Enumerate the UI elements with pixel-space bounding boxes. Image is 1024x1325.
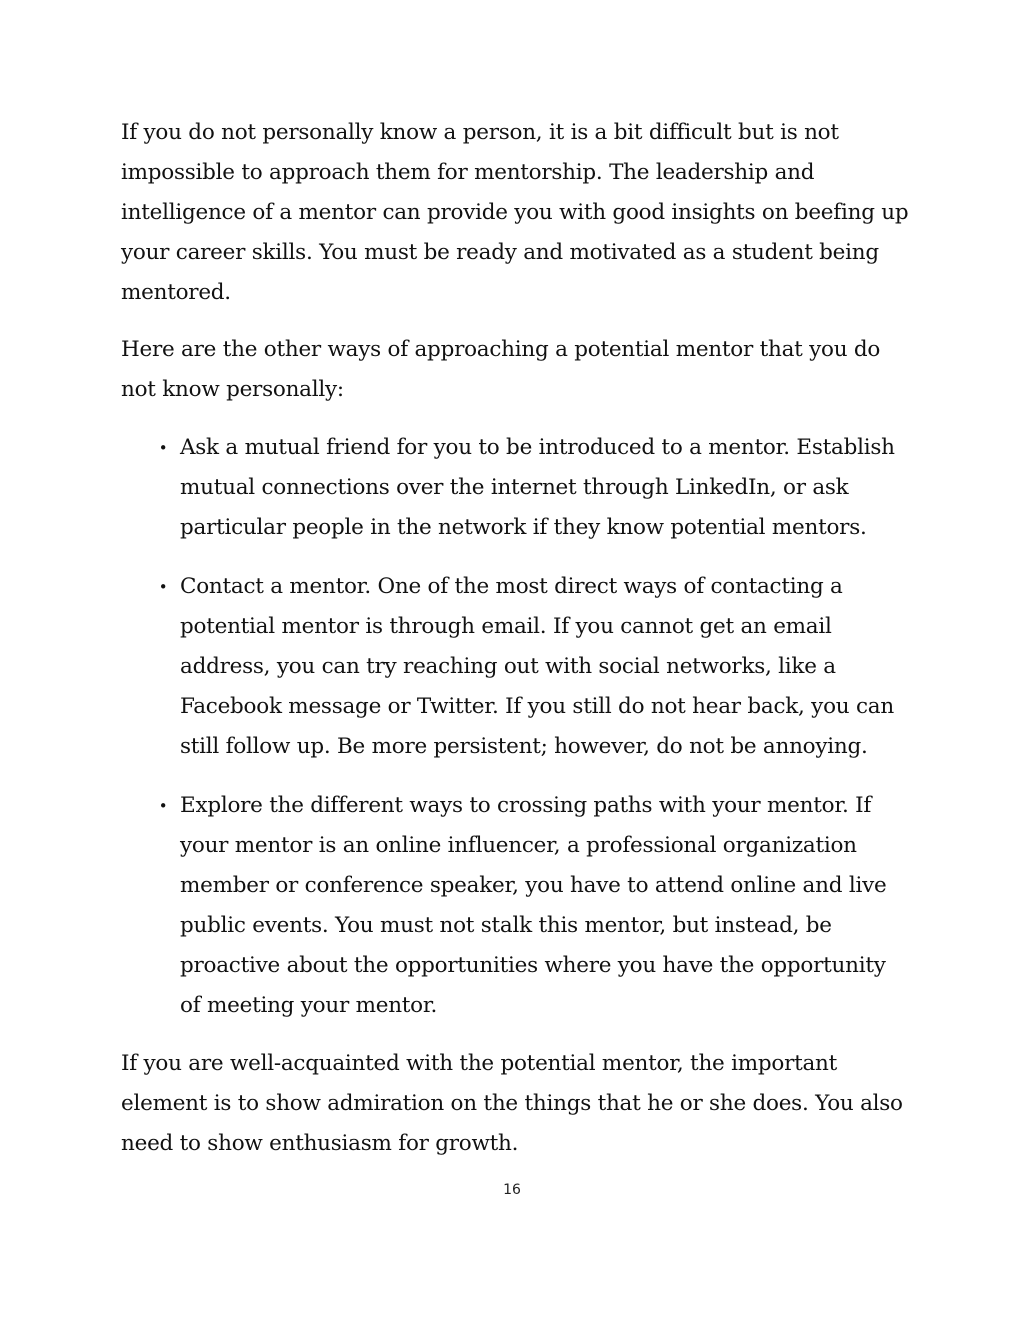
intro-paragraph: If you do not personally know a person, it is a bit difficult but is not impossible to approach them for mentorship. The leadership and intelligence of a mentor can provide you with good insights on beefing up your career skills. You must be ready and motivated as a student being mentored. [121, 120, 909, 305]
page-number: 16 [503, 1182, 521, 1198]
bullet-icon: • [158, 797, 168, 815]
page-body [121, 113, 911, 1181]
closing-paragraph: If you are well-acquainted with the potential mentor, the important element is to show admiration on the things that he or she does. You also need to show enthusiasm for growth. [121, 1051, 903, 1156]
list-item-text: Explore the different ways to crossing paths with your mentor. If your mentor is an online influencer, a professional organization member or conference speaker, you have to attend online and live public events. You must not stalk this mentor, but instead, be proactive about the opportunities where you have the opportunity of meeting your mentor. [180, 793, 887, 1018]
list-item-text: Ask a mutual friend for you to be introduced to a mentor. Establish mutual connections over the internet through LinkedIn, or ask particular people in the network if they know potential mentors. [180, 435, 895, 540]
bullet-icon: • [158, 578, 168, 596]
list-item [121, 567, 911, 767]
bullet-icon: • [158, 439, 168, 457]
list-item-text: Contact a mentor. One of the most direct ways of contacting a potential mentor is through email. If you cannot get an email address, you can try reaching out with social networks, like a Facebook message or Twitter. If you still do not hear back, you can still follow up. Be more persistent; however, do not be annoying. [180, 574, 894, 759]
list-item [121, 428, 911, 548]
list-item [121, 786, 911, 1026]
lead-in-paragraph: Here are the other ways of approaching a potential mentor that you do not know personally: [121, 337, 881, 402]
approach-list [121, 428, 911, 1026]
